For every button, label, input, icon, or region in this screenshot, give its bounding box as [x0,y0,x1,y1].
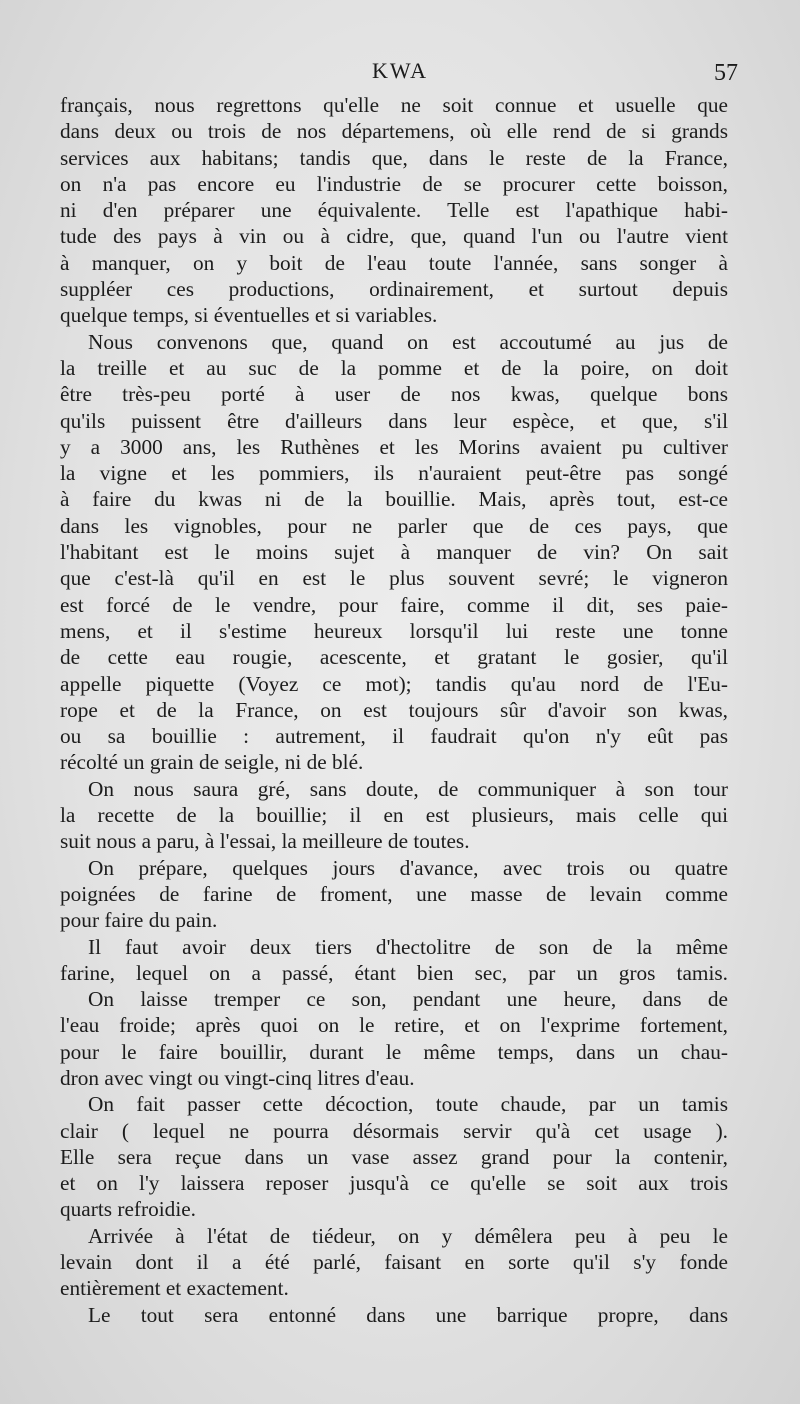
text-line: dans deux ou trois de nos départemens, où elle rend de si grands [60,119,728,144]
text-line: être très-peu porté à user de nos kwas, quelque bons [60,382,728,407]
text-line: entièrement et exactement. [60,1276,289,1301]
running-title: KWA [371,58,429,83]
text-line: Nous convenons que, quand on est accoutumé au jus de [88,329,728,354]
text-line: qu'ils puissent être d'ailleurs dans leur espèce, et que, s'il [60,408,728,433]
text-line: et on l'y laissera reposer jusqu'à ce qu'elle se soit aux trois [60,1171,728,1196]
text-line: tude des pays à vin ou à cidre, que, quand l'un ou l'autre vient [60,224,728,249]
text-line: appelle piquette (Voyez ce mot); tandis qu'au nord de l'Eu- [60,671,728,696]
text-line: récolté un grain de seigle, ni de blé. [60,750,364,775]
text-line: On nous saura gré, sans doute, de communiquer à son tour [88,776,728,801]
text-line: poignées de farine de froment, une masse de levain comme [60,881,728,906]
text-line: dron avec vingt ou vingt-cinq litres d'eau. [60,1065,415,1090]
text-line: On fait passer cette décoction, toute chaude, par un tamis [88,1092,728,1117]
text-line: quelque temps, si éventuelles et si variables. [60,303,438,328]
text-line: la treille et au suc de la pomme et de la poire, on doit [60,355,728,380]
text-line: Elle sera reçue dans un vase assez grand pour la contenir, [60,1144,728,1169]
body-text [60,92,728,1328]
text-line: suit nous a paru, à l'essai, la meilleure de toutes. [60,829,470,854]
text-line: que c'est-là qu'il en est le plus souvent sevré; le vigneron [60,566,728,591]
text-line: pour faire du pain. [60,908,218,933]
text-line: rope et de la France, on est toujours sûr d'avoir son kwas, [60,697,728,722]
text-line: dans les vignobles, pour ne parler que de ces pays, que [60,513,728,538]
text-line: on n'a pas encore eu l'industrie de se procurer cette boisson, [60,171,728,196]
text-line: On prépare, quelques jours d'avance, avec trois ou quatre [88,855,728,880]
text-line: français, nous regrettons qu'elle ne soit connue et usuelle que [60,93,728,117]
text-line: services aux habitans; tandis que, dans le reste de la France, [60,145,728,170]
text-line: Il faut avoir deux tiers d'hectolitre de son de la même [88,934,728,959]
text-line: clair ( lequel ne pourra désormais servir qu'à cet usage ). [60,1118,728,1143]
text-line: ni d'en préparer une équivalente. Telle est l'apathique habi- [60,198,728,223]
text-line: On laisse tremper ce son, pendant une heure, dans de [88,987,728,1012]
text-line: la vigne et les pommiers, ils n'auraient peut-être pas songé [60,461,728,486]
text-line: suppléer ces productions, ordinairement, et surtout depuis [60,277,728,302]
text-line: est forcé de le vendre, pour faire, comme il dit, ses paie- [60,592,728,617]
text-line: Le tout sera entonné dans une barrique propre, dans [88,1302,728,1327]
text-line: quarts refroidie. [60,1197,197,1222]
page-number: 57 [714,60,738,86]
text-line: à faire du kwas ni de la bouillie. Mais, après tout, est-ce [60,487,728,512]
text-line: mens, et il s'estime heureux lorsqu'il lui reste une tonne [60,618,728,643]
running-head [0,58,800,94]
text-line: l'habitant est le moins sujet à manquer de vin? On sait [60,540,728,565]
text-line: l'eau froide; après quoi on le retire, et on l'exprime fortement, [60,1013,728,1038]
text-line: Arrivée à l'état de tiédeur, on y démêlera peu à peu le [88,1223,728,1248]
text-line: la recette de la bouillie; il en est plusieurs, mais celle qui [60,803,728,828]
text-line: levain dont il a été parlé, faisant en sorte qu'il s'y fonde [60,1250,728,1275]
text-line: pour le faire bouillir, durant le même temps, dans un chau- [60,1039,728,1064]
text-line: y a 3000 ans, les Ruthènes et les Morins avaient pu cultiver [60,434,728,459]
text-line: à manquer, on y boit de l'eau toute l'année, sans songer à [60,250,728,275]
text-line: ou sa bouillie : autrement, il faudrait qu'on n'y eût pas [60,724,728,749]
text-line: farine, lequel on a passé, étant bien sec, par un gros tamis. [60,960,728,985]
text-line: de cette eau rougie, acescente, et gratant le gosier, qu'il [60,645,728,670]
